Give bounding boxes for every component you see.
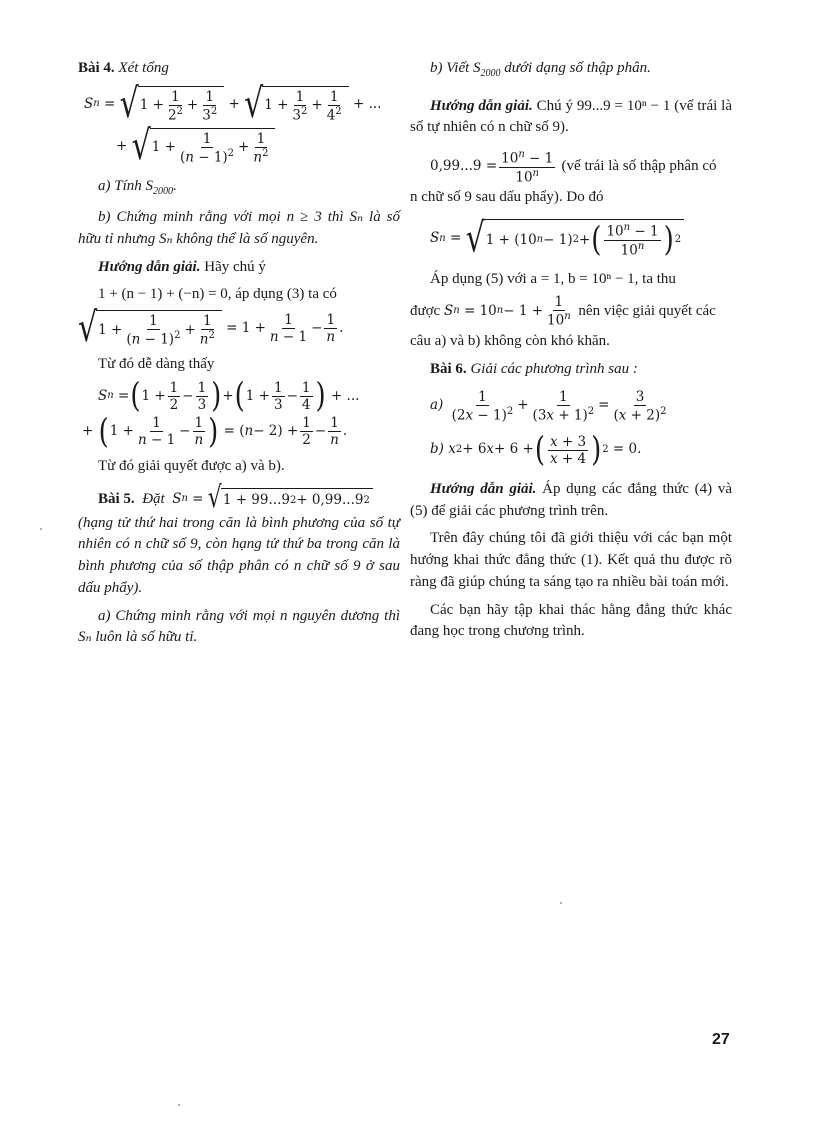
bai4-sum-line1: S n = √ 1 + $\frac{1}{2^2}$ + $\frac{1}{3^2}$ + √ 1 + $\frac{1}{3^2}$ + $\frac{1}{4^2}$ + ... xyxy=(84,80,382,128)
bai4-solution-heading: Hướng dẫn giải. Hãy chú ý xyxy=(98,258,266,275)
bai5-result: được S n = 10 n − 1 + $\frac{1}{10^n}$ nên việc giải quyết các xyxy=(410,294,716,329)
bai4-conclusion: Từ đó giải quyết được a) và b). xyxy=(98,458,285,475)
bai5-part-a: a) Chứng minh rằng với mọi n nguyên dương thì Sₙ luôn là số hữu tỉ. xyxy=(78,607,400,646)
bai5-heading: Bài 5. Đặt S n = √ 1 + 99...9 2 + 0,99...9 2 xyxy=(98,488,400,511)
bai4-part-b: b) Chứng minh rằng với mọi n ≥ 3 thì Sₙ là số hữu tỉ nhưng Sₙ không thể là số nguyên. xyxy=(78,209,400,247)
left-column xyxy=(78,58,400,649)
bai5-description: (hạng tử thứ hai trong căn là bình phương của số tự nhiên có n chữ số 9, còn hạng tử thứ ba trong căn là bình phương của số thập phân có n chữ số 9 ở sau dấu phẩy). xyxy=(78,514,400,596)
bai4-heading: Bài 4. Xét tổng xyxy=(78,60,169,76)
bai4-expansion-line1: S n = ( 1 + $\frac{1}{2}$ − $\frac{1}{3}$ ) + ( 1 + $\frac{1}{3}$ − $\frac{1}{4}$ ) + ... xyxy=(98,376,360,416)
bai4-tu-do: Từ đó dễ dàng thấy xyxy=(98,355,215,372)
bai4-identity: 1 + (n − 1) + (−n) = 0, áp dụng (3) ta có xyxy=(98,286,337,303)
bai4-sqrt-identity: √ 1 + $\frac{1}{(n - 1)^2}$ + $\frac{1}{n^2}$ = 1 + $\frac{1}{n - 1}$ − $\frac{1}{n}$ . xyxy=(78,304,344,352)
bai4-sum-line2: + √ 1 + $\frac{1}{(n - 1)^2}$ + $\frac{1}{n^2}$ xyxy=(116,128,400,166)
closing-paragraph-2: Các bạn hãy tập khai thác hằng đẳng thức khác đang học trong chương trình. xyxy=(410,601,732,640)
bai5-solution: Hướng dẫn giải. Chú ý 99...9 = 10ⁿ − 1 (vế trái là số tự nhiên có n chữ số 9). xyxy=(410,97,732,136)
bai6-heading: Bài 6. Giải các phương trình sau : xyxy=(430,360,638,377)
bai5-apply: Áp dụng (5) với a = 1, b = 10ⁿ − 1, ta thu xyxy=(430,270,676,287)
right-column xyxy=(410,58,732,643)
bai5-sn-formula: S n = √ 1 + (10 n − 1) 2 + ( $\frac{10^n - 1}{10^n}$ ) 2 xyxy=(430,219,732,258)
bai6-eq-b: b) x 2 + 6 x + 6 + ( $\frac{x + 3}{x + 4}$ ) 2 = 0. xyxy=(430,430,642,470)
bai5-result-tail: câu a) và b) không còn khó khăn. xyxy=(410,333,610,350)
scan-speck xyxy=(178,1104,180,1106)
scan-speck xyxy=(560,902,562,904)
bai6-eq-a: a) $\frac{1}{(2x - 1)^2}$ + $\frac{1}{(3x + 1)^2}$ = $\frac{3}{(x + 2)^2}$ xyxy=(430,388,667,424)
bai6-solution: Hướng dẫn giải. Áp dụng các đẳng thức (4) và (5) để giải các phương trình trên. xyxy=(410,480,732,519)
scan-speck xyxy=(40,528,42,530)
bai5-decimal-eq: 0,99...9 = $\frac{10^n - 1}{10^n}$ (vế trái là số thập phân có xyxy=(430,149,717,186)
page-number: 27 xyxy=(712,1031,730,1048)
closing-paragraph-1: Trên đây chúng tôi đã giới thiệu với các bạn một hướng khai thức đẳng thức (1). Kết quả thu được rõ ràng đã giúp chúng ta sáng tạo ra nhiều bài toán mới. xyxy=(410,530,732,590)
bai4-expansion-line2: + ( 1 + $\frac{1}{n - 1}$ − $\frac{1}{n}$ ) = ( n − 2) + $\frac{1}{2}$ − $\frac{1}{n}$ . xyxy=(82,412,348,452)
bai5-part-b: b) Viết $S_{2000}$ dưới dạng số thập phân. xyxy=(430,60,651,79)
bai4-part-a: a) Tính $S_{2000}$. xyxy=(98,177,177,197)
bai5-decimal-note: n chữ số 9 sau dấu phẩy). Do đó xyxy=(410,189,604,206)
